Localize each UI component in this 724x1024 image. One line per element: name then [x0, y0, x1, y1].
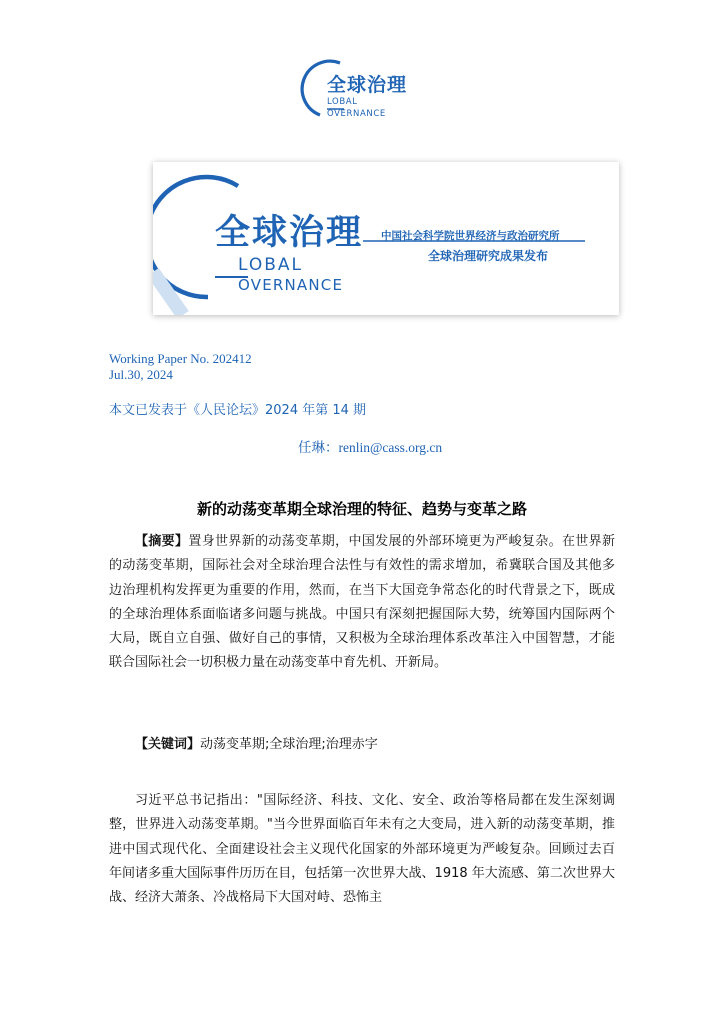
top-logo — [300, 56, 425, 122]
logo-line1: LOBAL — [327, 97, 358, 107]
banner — [153, 162, 619, 315]
banner-line1: LOBAL — [238, 255, 304, 275]
banner-line2: OVERNANCE — [238, 276, 344, 294]
paper-title: 新的动荡变革期全球治理的特征、趋势与变革之路 — [196, 500, 527, 518]
abstract-text: 置身世界新的动荡变革期，中国发展的外部环境更为严峻复杂。在世界新的动荡变革期，国际社会对全球治理合法性与有效性的需求增加，希冀联合国及其他多边治理机构发挥更为重要的作用，然而，在当下大国竞争常态化的时代背景之下，既成的全球治理体系面临诸多问题与挑战。中国只有深刻把握国际大势，统筹国内国际两个大局，既自立自强、做好自己的事情，又积极为全球治理体系改革注入中国智慧，才能联合国际社会一切积极力量在动荡变革中育先机、开新局。 — [109, 534, 615, 671]
keywords-label: 【关键词】 — [135, 737, 201, 752]
author-label: 任琳： — [298, 440, 339, 456]
author-line — [298, 436, 442, 456]
working-paper-number: Working Paper No. 202412 — [109, 351, 252, 366]
working-paper-date: Jul.30, 2024 — [109, 367, 173, 382]
author-email[interactable]: renlin@cass.org.cn — [338, 440, 443, 455]
banner-institute: 中国社会科学院世界经济与政治研究所 — [381, 230, 560, 242]
intro-paragraph: 习近平总书记指出："国际经济、科技、文化、安全、政治等格局都在发生深刻调整，世界进入动荡变革期。"当今世界面临百年未有之大变局，进入新的动荡变革期，推进中国式现代化、全面建设社会主义现代化国家的外部环境更为严峻复杂。回顾过去百年间诸多重大国际事件历历在目，包括第一次世界大战、1918 年大流感、第二次世界大战、经济大萧条、冷战格局下大国对峙、恐怖主 — [109, 793, 615, 906]
banner-title-cn: 全球治理 — [215, 213, 364, 253]
keywords-text: 动荡变革期;全球治理;治理赤字 — [200, 737, 378, 752]
banner-release: 全球治理研究成果发布 — [428, 249, 549, 263]
abstract-label: 【摘要】 — [135, 534, 189, 549]
logo-title-cn: 全球治理 — [327, 74, 408, 96]
logo-line2: OVERNANCE — [327, 109, 386, 119]
abstract-paragraph — [109, 530, 615, 676]
publication-note: 本文已发表于《人民论坛》2024 年第 14 期 — [109, 403, 367, 418]
keywords-paragraph — [109, 733, 615, 757]
